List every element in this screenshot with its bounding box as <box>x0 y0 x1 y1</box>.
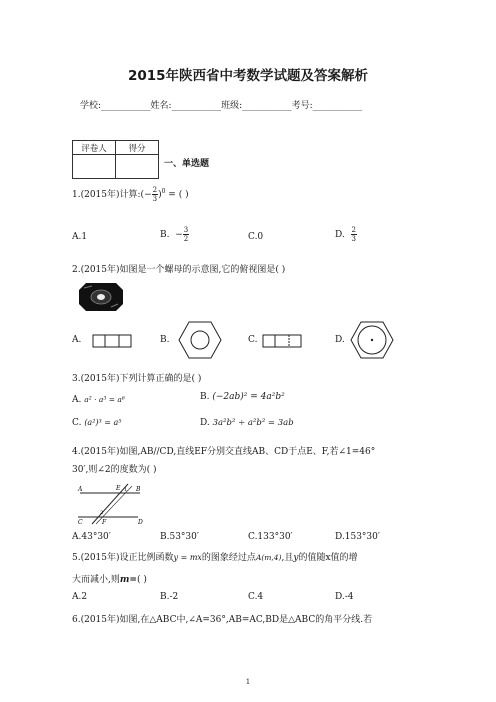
q1-option-d: D. $\frac{2}{3}$ <box>335 226 356 243</box>
label-d: D <box>138 519 143 526</box>
reviewer-cell <box>73 155 116 179</box>
q4-parallel-lines-figure <box>76 482 148 526</box>
question-1: 1.(2015年)计算:(− $\frac{2}{3}$ )$^0$ = ( ) <box>72 186 189 203</box>
page-number: 1 <box>245 678 251 686</box>
q2-figure-b <box>178 320 222 360</box>
question-2: 2.(2015年)如图是一个螺母的示意图,它的俯视图是( ) <box>72 265 286 275</box>
q5-option-a: A.2 <box>72 592 88 602</box>
q4-option-a: A.43°30′ <box>72 532 111 542</box>
label-a: A <box>78 486 83 493</box>
q1-option-a: A.1 <box>72 232 88 242</box>
q1-stem: 1.(2015年)计算:( <box>72 190 145 200</box>
question-3: 3.(2015年)下列计算正确的是( ) <box>72 374 202 384</box>
q4-option-d: D.153°30′ <box>335 532 380 542</box>
q5-option-c: C.4 <box>248 592 264 602</box>
label-angle-1: 1 <box>124 487 128 493</box>
question-4-line2: 30′,则∠2的度数为( ) <box>72 465 157 475</box>
question-6: 6.(2015年)如图,在△ABC中,∠A=36°,AB=AC,BD是△ABC的角平分线.若 <box>72 615 373 625</box>
label-e: E <box>116 485 121 492</box>
reviewer-label: 评卷人 <box>73 141 116 155</box>
q4-option-b: B.53°30′ <box>160 532 199 542</box>
q1-option-b: B. − $\frac{3}{2}$ <box>160 226 189 243</box>
question-4-line1: 4.(2015年)如图,AB//CD,直线EF分别交直线AB、CD于点E、F,若∠1=46° <box>72 447 376 457</box>
label-f: F <box>102 519 107 526</box>
q3-option-d: D. 3a²b² ÷ a²b² = 3ab <box>200 418 294 428</box>
question-5-line2: 大而减小,则m=( ) <box>72 575 147 585</box>
section-heading: 一、单选题 <box>164 159 210 169</box>
q5-option-d: D.-4 <box>335 592 354 602</box>
label-b: B <box>136 486 141 493</box>
q2-option-c: C. <box>248 335 258 345</box>
label-c: C <box>78 519 83 526</box>
score-cell <box>116 155 159 179</box>
q2-figure-a <box>92 334 132 348</box>
q4-option-c: C.133°30′ <box>248 532 293 542</box>
score-label: 得分 <box>116 141 159 155</box>
q2-option-b: B. <box>160 335 170 345</box>
q2-option-d: D. <box>335 335 345 345</box>
q1-fraction: $\frac{2}{3}$ <box>152 186 158 203</box>
label-angle-2: 2 <box>100 510 104 516</box>
q3-option-c: C. (a²)³ = a⁵ <box>72 418 122 428</box>
q2-figure-c <box>262 334 302 348</box>
score-box <box>72 140 159 179</box>
question-5-line1: 5.(2015年)设正比例函数y = mx的图象经过点A(m,4),且y的值随x值的增 <box>72 553 358 563</box>
q2-figure-d <box>350 320 394 360</box>
q2-option-a: A. <box>72 335 82 345</box>
document-title: 2015年陕西省中考数学试题及答案解析 <box>127 68 369 84</box>
q1-option-c: C.0 <box>248 232 264 242</box>
q3-option-b: B. (−2ab)² = 4a²b² <box>200 392 285 402</box>
q3-option-a: A. a² · a³ = a⁶ <box>72 395 125 405</box>
nut-image <box>78 282 124 312</box>
student-info-line: 学校:___________姓名:___________班级:___________考号:___________ <box>80 101 363 111</box>
q5-option-b: B.-2 <box>160 592 179 602</box>
